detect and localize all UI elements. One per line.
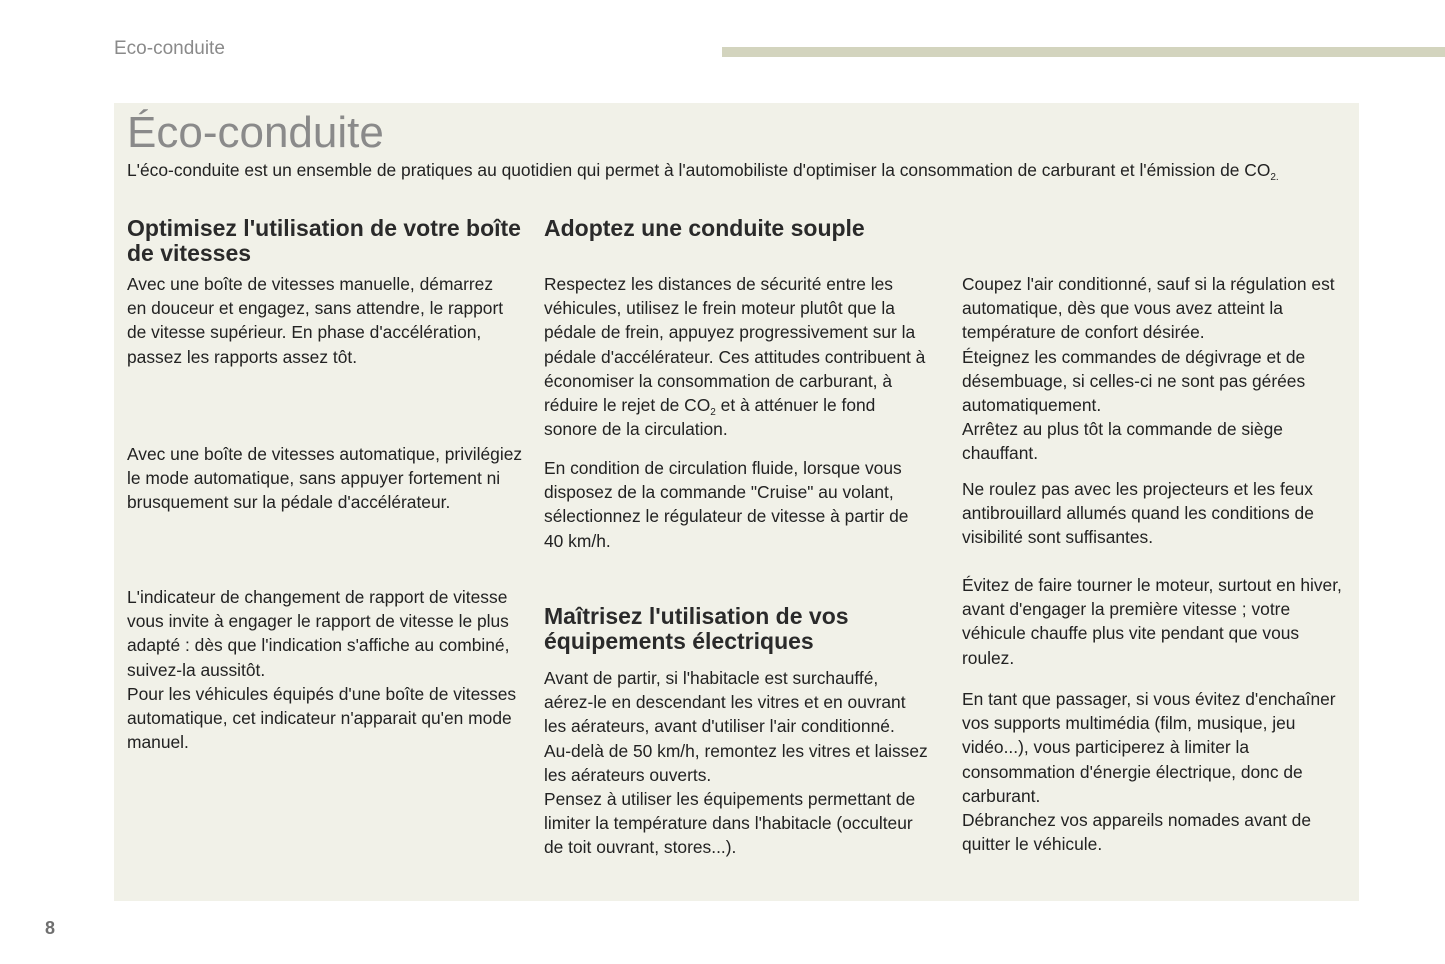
para-shift-indicator-b: Pour les véhicules équipés d'une boîte de vitesses automatique, cet indicateur n'apparait qu'en mode manuel. [127, 683, 517, 753]
para-safety-before: Respectez les distances de sécurité entre les véhicules, utilisez le frein moteur plutôt que la pédale de frein, appuyez progressivement sur la pédale d'accélérateur. Ces attitudes contribuent à économiser la consommation de carburant, à réduire le rejet de CO [544, 274, 926, 416]
page-number: 8 [45, 918, 56, 938]
intro-paragraph [127, 158, 1327, 182]
co2-subscript: 2 [710, 407, 716, 419]
page-title: Éco-conduite [127, 108, 384, 157]
header-decor-bar [722, 47, 1445, 57]
para-air-conditioning-a: Coupez l'air conditionné, sauf si la régulation est automatique, dès que vous avez atteint la température de confort désirée. [962, 274, 1335, 343]
para-air-conditioning-b: Éteignez les commandes de dégivrage et de désembuage, si celles-ci ne sont pas gérées automatiquement. [962, 346, 1306, 416]
para-engine-warmup: Évitez de faire tourner le moteur, surtout en hiver, avant d'engager la première vitesse ; votre véhicule chauffe plus vite pendant que vous roulez. [962, 575, 1342, 668]
heading-gearbox: Optimisez l'utilisation de votre boîte de vitesses [127, 215, 521, 266]
para-ventilation [544, 666, 929, 860]
para-automatic-gearbox: Avec une boîte de vitesses automatique, privilégiez le mode automatique, sans appuyer fortement ni brusquement sur la pédale d'accélérateur. [127, 444, 523, 513]
para-safety-after: et à atténuer le fond sonore de la circulation. [544, 395, 876, 440]
para-air-conditioning-c: Arrêtez au plus tôt la commande de siège chauffant. [962, 419, 1283, 464]
para-air-conditioning [962, 272, 1347, 466]
para-multimedia-a: En tant que passager, si vous évitez d'enchaîner vos supports multimédia (film, musique, jeu vidéo...), vous participerez à limiter la consommation d'énergie électrique, donc de carburant. [962, 689, 1336, 806]
para-multimedia [962, 687, 1347, 856]
para-shift-indicator-a: L'indicateur de changement de rapport de vitesse vous invite à engager le rapport de vitesse le plus adapté : dès que l'indication s'affiche au combiné, suivez-la aussitôt. [127, 587, 510, 680]
para-cruise-control: En condition de circulation fluide, lorsque vous disposez de la commande "Cruise" au volant, sélectionnez le régulateur de vitesse à partir de 40 km/h. [544, 458, 909, 551]
para-ventilation-c: Pensez à utiliser les équipements permettant de limiter la température dans l'habitacle (occulteur de toit ouvrant, stores...). [544, 789, 916, 858]
para-multimedia-b: Débranchez vos appareils nomades avant de quitter le véhicule. [962, 810, 1311, 855]
para-manual-gearbox: Avec une boîte de vitesses manuelle, démarrez en douceur et engagez, sans attendre, le rapport de vitesse supérieur. En phase d'accélération, passez les rapports assez tôt. [127, 274, 504, 367]
heading-electrical-equipment: Maîtrisez l'utilisation de vos équipements électriques [544, 603, 849, 654]
running-header: Eco-conduite [114, 38, 225, 59]
intro-subscript: 2. [1270, 172, 1279, 183]
para-ventilation-b: Au-delà de 50 km/h, remontez les vitres et laissez les aérateurs ouverts. [544, 740, 928, 785]
heading-smooth-driving: Adoptez une conduite souple [544, 215, 865, 241]
para-ventilation-a: Avant de partir, si l'habitacle est surchauffé, aérez-le en descendant les vitres et en ouvrant les aérateurs, avant d'utiliser l'air conditionné. [544, 668, 906, 737]
para-shift-indicator [127, 585, 527, 754]
para-safety-distances [544, 272, 929, 441]
para-headlights: Ne roulez pas avec les projecteurs et les feux antibrouillard allumés quand les conditions de visibilité sont suffisantes. [962, 479, 1314, 548]
intro-text: L'éco-conduite est un ensemble de pratiques au quotidien qui permet à l'automobiliste d'optimiser la consommation de carburant et l'émission de CO [127, 160, 1271, 180]
